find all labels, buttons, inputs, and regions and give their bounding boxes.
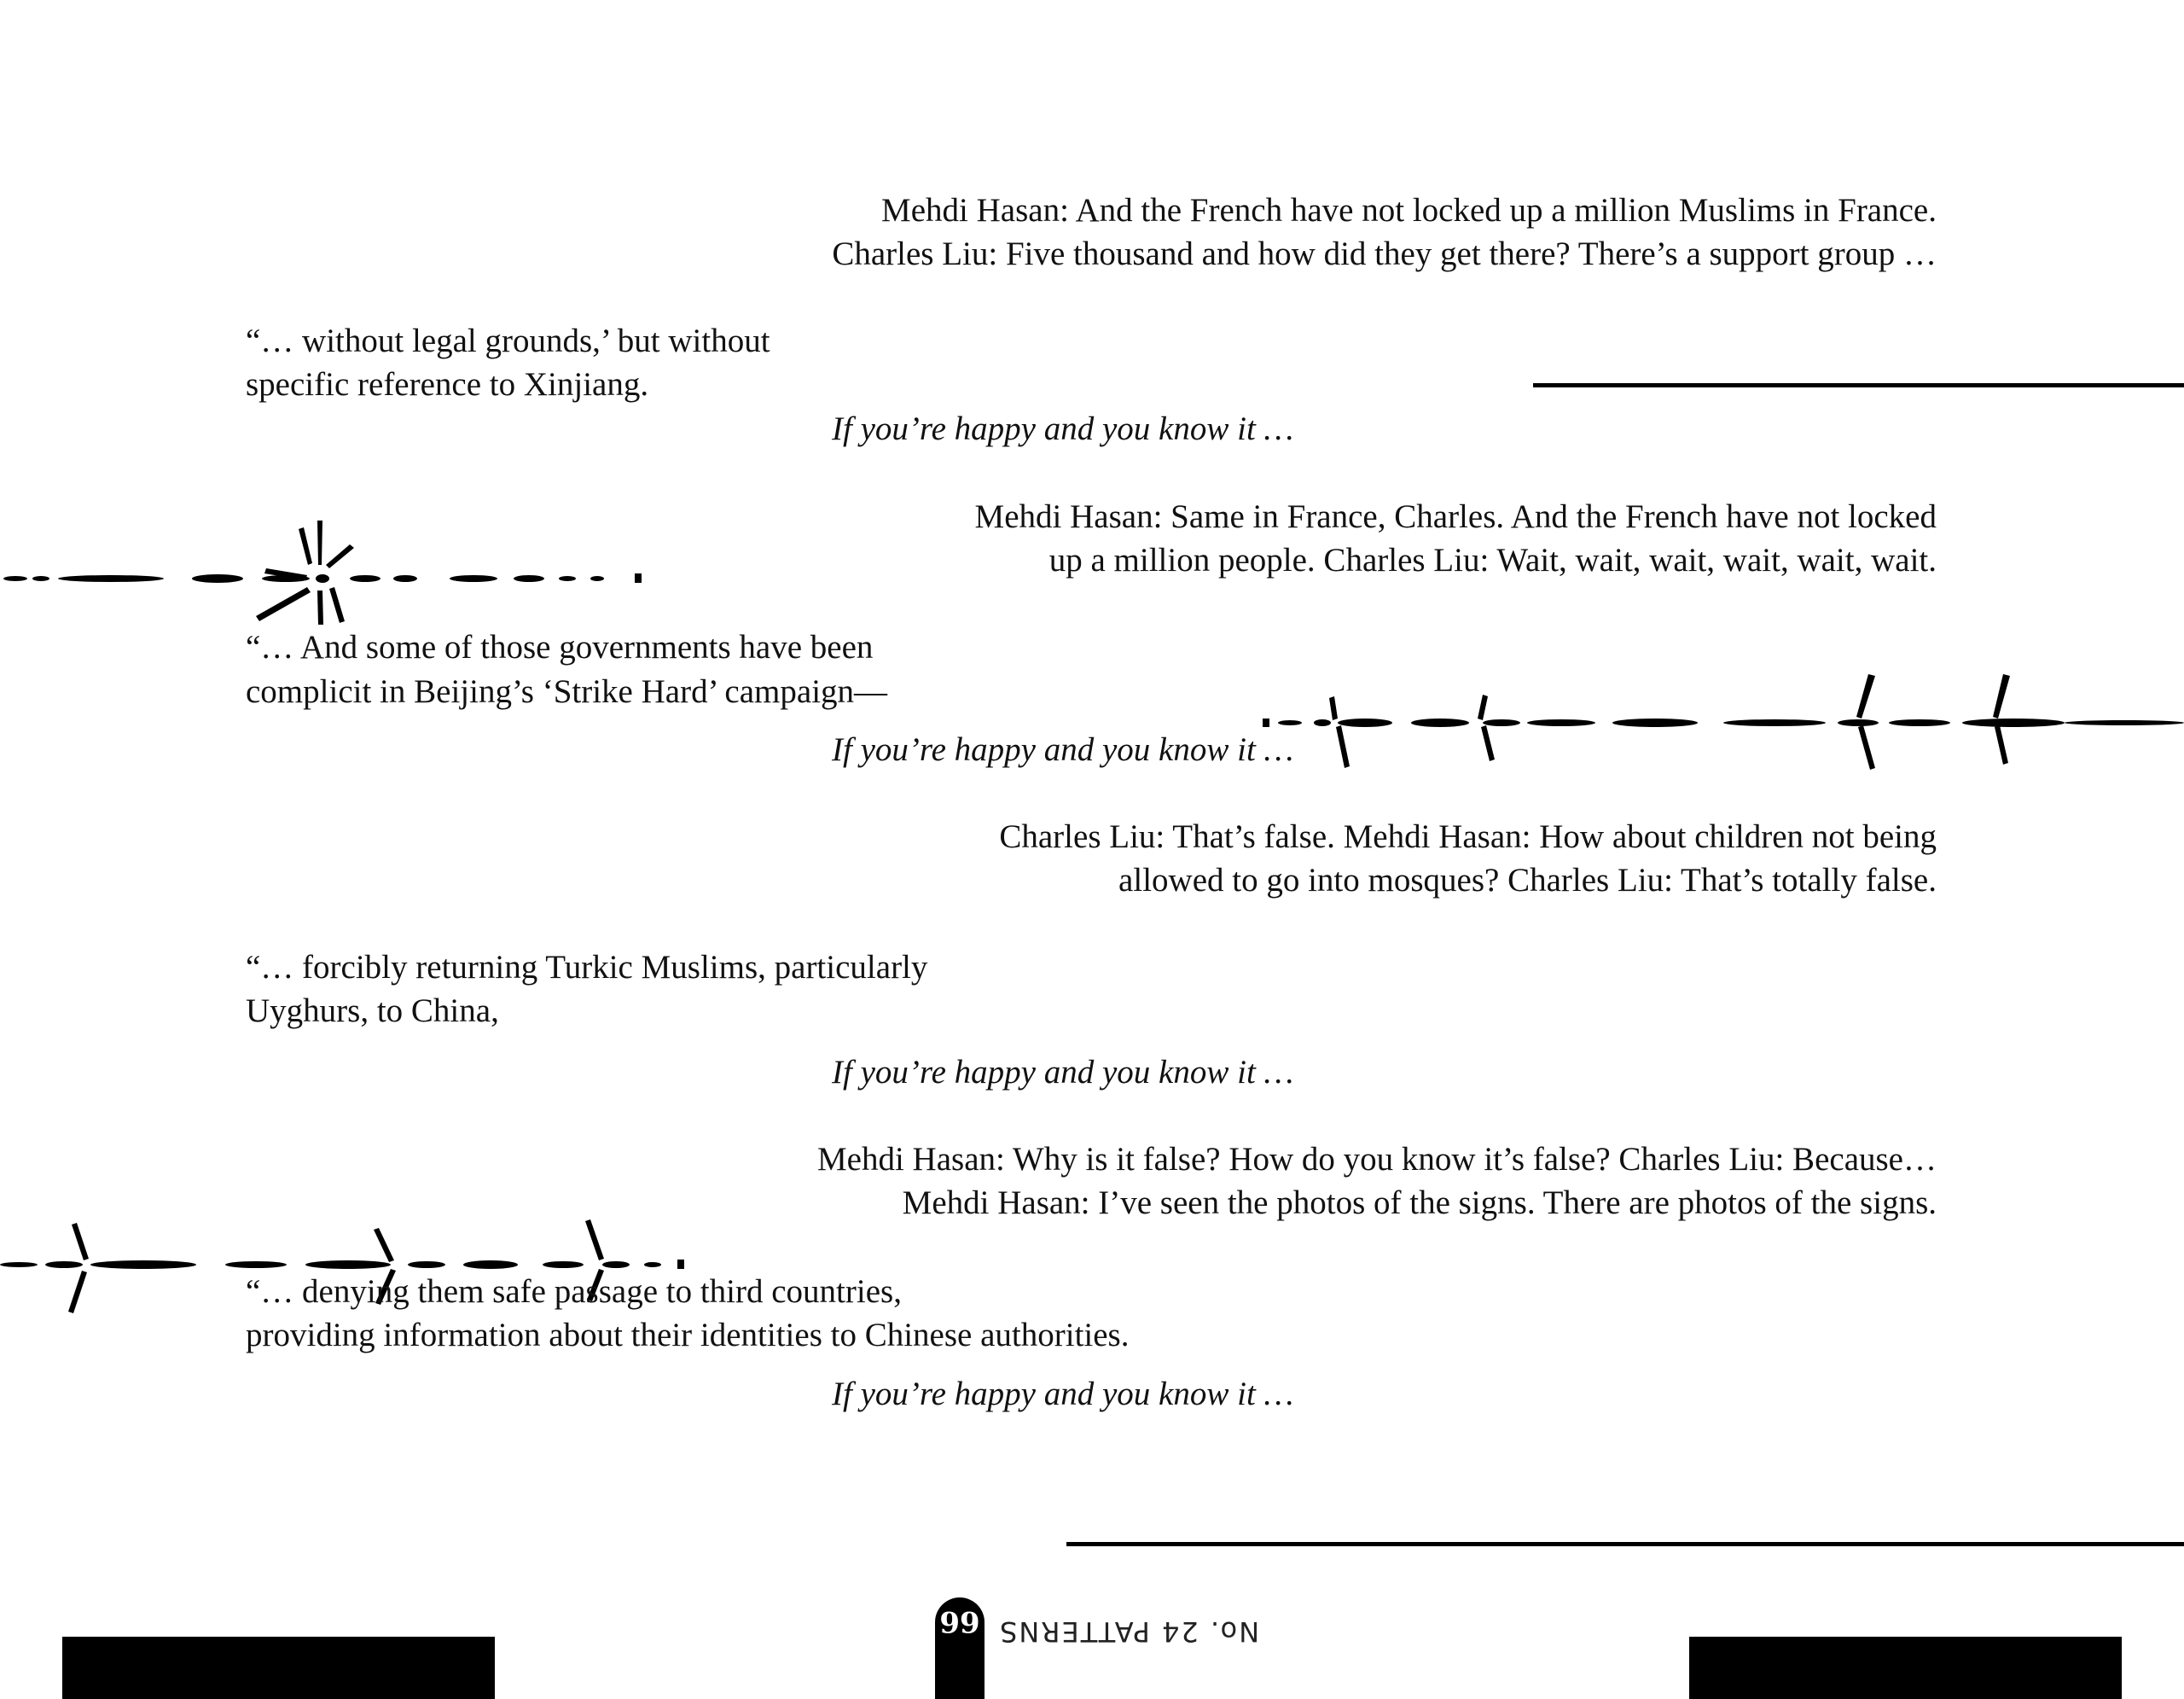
footer-bar-left	[62, 1637, 495, 1699]
quote-4-line-1: “… denying them safe passage to third countries,	[246, 1273, 902, 1310]
dialogue-2-line-2: up a million people. Charles Liu: Wait, wait, wait, wait, wait, wait.	[1048, 542, 1937, 579]
quote-3-line-2: Uyghurs, to China,	[246, 992, 499, 1029]
quote-2-line-2: complicit in Beijing’s ‘Strike Hard’ campaign—	[246, 673, 888, 710]
dialogue-3-line-2: allowed to go into mosques? Charles Liu: That’s totally false.	[1118, 862, 1937, 899]
dialogue-2-line-1: Mehdi Hasan: Same in France, Charles. And the French have not locked	[974, 498, 1937, 535]
dialogue-4-line-1: Mehdi Hasan: Why is it false? How do you know it’s false? Charles Liu: Because…	[816, 1141, 1937, 1178]
quote-3-line-1: “… forcibly returning Turkic Muslims, particularly	[246, 949, 928, 986]
refrain-3: If you’re happy and you know it …	[832, 1054, 1294, 1091]
page-number: 66	[939, 1604, 980, 1638]
dialogue-1-line-1: Mehdi Hasan: And the French have not locked up a million Muslims in France.	[881, 192, 1937, 229]
refrain-1: If you’re happy and you know it …	[832, 410, 1294, 447]
quote-1-line-2: specific reference to Xinjiang.	[246, 366, 649, 403]
barbed-line-ornament-left	[0, 512, 648, 631]
quote-4-line-2: providing information about their identities to Chinese authorities.	[246, 1317, 1130, 1353]
running-head: No. 24 PATTERNS	[998, 1615, 1260, 1648]
dialogue-1-line-2: Charles Liu: Five thousand and how did they get there? There’s a support group …	[832, 236, 1937, 272]
horizontal-rule-bottom	[1066, 1542, 2184, 1546]
horizontal-rule-top	[1533, 383, 2184, 387]
quote-2-line-1: “… And some of those governments have been	[246, 629, 874, 666]
refrain-4: If you’re happy and you know it …	[832, 1376, 1294, 1412]
footer-bar-right	[1689, 1637, 2122, 1699]
dialogue-4-line-2: Mehdi Hasan: I’ve seen the photos of the signs. There are photos of the signs.	[902, 1184, 1937, 1221]
dialogue-3-line-1: Charles Liu: That’s false. Mehdi Hasan: How about children not being	[999, 818, 1937, 855]
refrain-2: If you’re happy and you know it …	[832, 731, 1294, 768]
barbed-line-ornament-right	[1254, 666, 2184, 777]
quote-1-line-1: “… without legal grounds,’ but without	[246, 323, 770, 359]
page-number-tab	[935, 1597, 985, 1699]
